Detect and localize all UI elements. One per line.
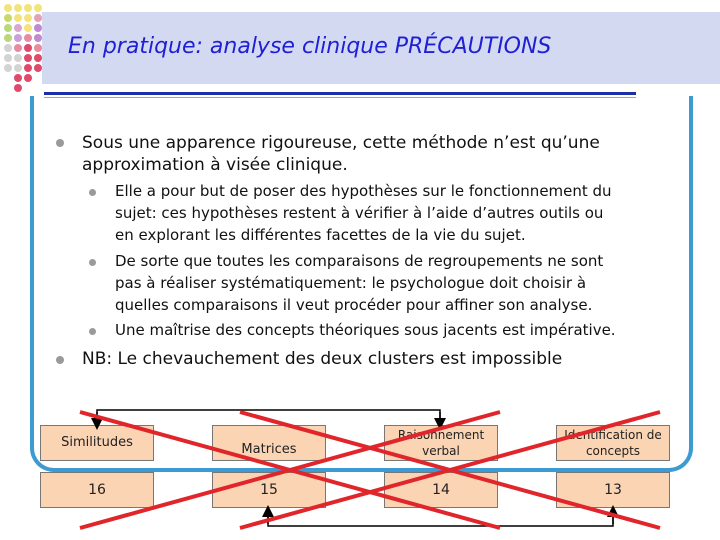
sub-bullet-text: en explorant les différentes facettes de la vie du sujet. xyxy=(115,226,526,244)
table-value-cell: 15 xyxy=(212,472,326,508)
table-value-cell: 16 xyxy=(40,472,154,508)
sub-bullet-text: quelles comparaisons il veut procéder pour affiner son analyse. xyxy=(115,296,593,314)
table-header-cell: Raisonnement verbal xyxy=(384,425,498,461)
sub-bullet-text: Elle a pour but de poser des hypothèses sur le fonctionnement du xyxy=(115,182,612,200)
table-value-cell: 13 xyxy=(556,472,670,508)
bullet-text: approximation à visée clinique. xyxy=(82,155,348,175)
bullet-text: Sous une apparence rigoureuse, cette méthode n’est qu’une xyxy=(82,133,600,153)
sub-bullet-text: pas à réaliser systématiquement: le psychologue doit choisir à xyxy=(115,274,587,292)
table-header-cell: Similitudes xyxy=(40,425,154,461)
table-header-cell: Identification de concepts xyxy=(556,425,670,461)
bullet-text: NB: Le chevauchement des deux clusters est impossible xyxy=(82,349,563,369)
table-header-cell: Matrices xyxy=(212,425,326,461)
table-value-cell: 14 xyxy=(384,472,498,508)
sub-bullet-text: Une maîtrise des concepts théoriques sous jacents est impérative. xyxy=(115,321,616,339)
slide-title: En pratique: analyse clinique PRÉCAUTIONS xyxy=(68,34,552,59)
sub-bullet-text: De sorte que toutes les comparaisons de regroupements ne sont xyxy=(115,252,604,270)
sub-bullet-text: sujet: ces hypothèses restent à vérifier à l’aide d’autres outils ou xyxy=(115,204,604,222)
